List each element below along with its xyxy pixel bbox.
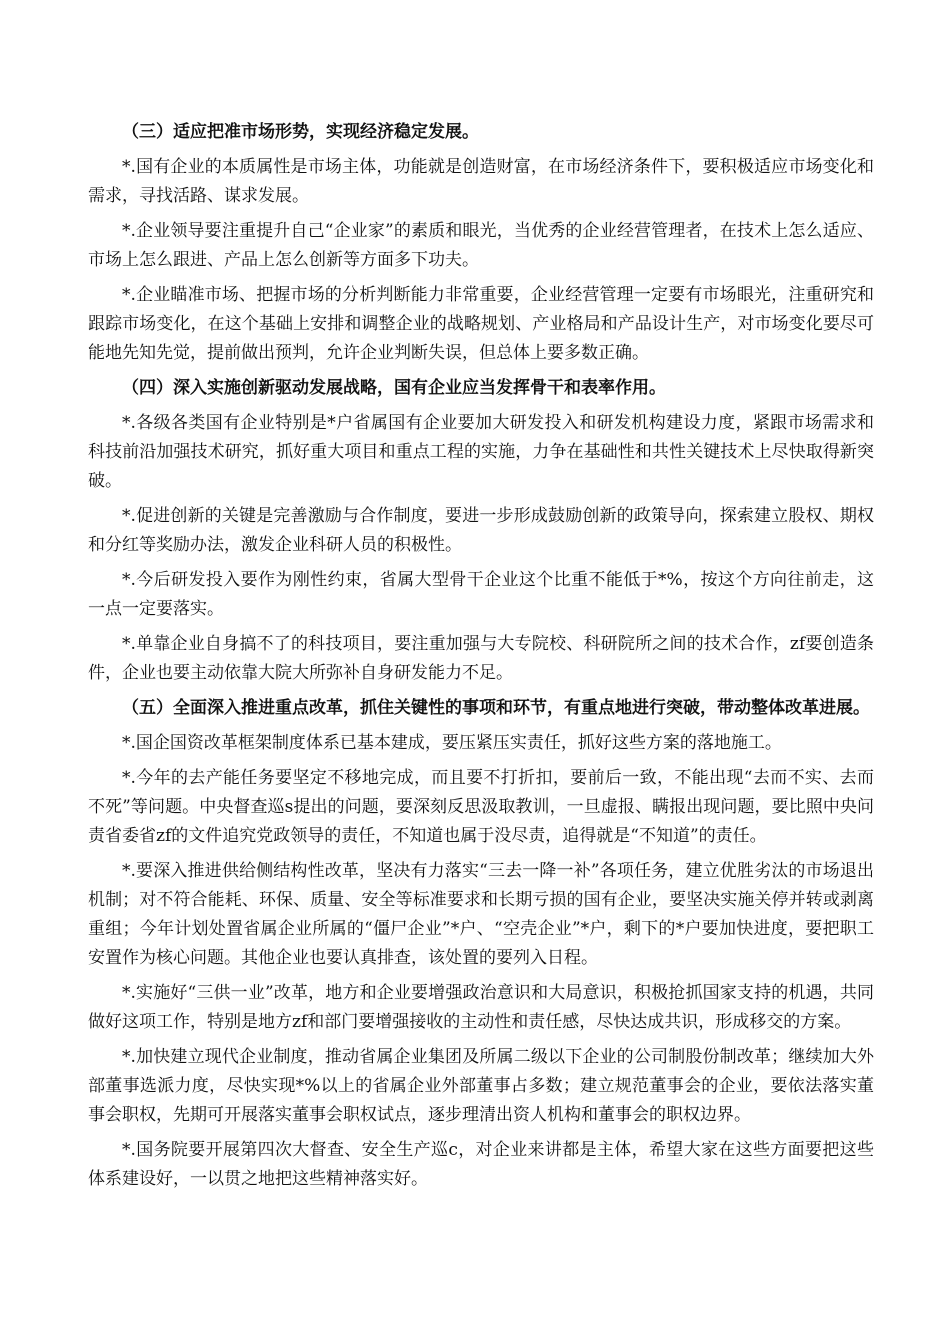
paragraph: *.促进创新的关键是完善激励与合作制度，要进一步形成鼓励创新的政策导向，探索建立股权、期权和分红等奖励办法，激发企业科研人员的积极性。 [88,506,874,555]
paragraph: *.国企国资改革框架制度体系已基本建成，要压紧压实责任，抓好这些方案的落地施工。 [122,733,782,753]
paragraph: *.企业瞄准市场、把握市场的分析判断能力非常重要，企业经营管理一定要有市场眼光，注重研究和跟踪市场变化，在这个基础上安排和调整企业的战略规划、产业格局和产品设计生产，对市场变化要尽可能地先知先觉，提前做出预判，允许企业判断失误，但总体上要多数正确。 [88,285,874,363]
paragraph: *.国务院要开展第四次大督查、安全生产巡c，对企业来讲都是主体，希望大家在这些方面要把这些体系建设好，一以贯之地把这些精神落实好。 [88,1140,874,1189]
section-heading-3: （三）适应把准市场形势，实现经济稳定发展。 [122,122,479,142]
paragraph: *.加快建立现代企业制度，推动省属企业集团及所属二级以下企业的公司制股份制改革；继续加大外部董事选派力度，尽快实现*%以上的省属企业外部董事占多数；建立规范董事会的企业，要依法落实董事会职权，先期可开展落实董事会职权试点，逐步理清出资人机构和董事会的职权边界。 [88,1047,874,1125]
paragraph: *.今后研发投入要作为刚性约束，省属大型骨干企业这个比重不能低于*%，按这个方向往前走，这一点一定要落实。 [88,570,874,619]
paragraph: *.要深入推进供给侧结构性改革，坚决有力落实“三去一降一补”各项任务，建立优胜劣汰的市场退出机制；对不符合能耗、环保、质量、安全等标准要求和长期亏损的国有企业，要坚决实施关停并转或剥离重组；今年计划处置省属企业所属的“僵尸企业”*户、“空壳企业”*户，剩下的*户要加快进度，要把职工安置作为核心问题。其他企业也要认真排查，该处置的要列入日程。 [88,861,874,968]
section-heading-5: （五）全面深入推进重点改革，抓住关键性的事项和环节，有重点地进行突破，带动整体改革进展。 [122,698,870,718]
paragraph: *.今年的去产能任务要坚定不移地完成，而且要不打折扣，要前后一致，不能出现“去而不实、去而不死”等问题。中央督查巡s提出的问题，要深刻反思汲取教训，一旦虚报、瞒报出现问题，要比照中央问责省委省zf的文件追究党政领导的责任，不知道也属于没尽责，追得就是“不知道”的责任。 [88,768,874,846]
paragraph: *.单靠企业自身搞不了的科技项目，要注重加强与大专院校、科研院所之间的技术合作，zf要创造条件，企业也要主动依靠大院大所弥补自身研发能力不足。 [88,634,874,683]
paragraph: *.各级各类国有企业特别是*户省属国有企业要加大研发投入和研发机构建设力度，紧跟市场需求和科技前沿加强技术研究，抓好重大项目和重点工程的实施，力争在基础性和共性关键技术上尽快取得新突破。 [88,413,874,491]
document-page [88,118,874,1200]
paragraph: *.国有企业的本质属性是市场主体，功能就是创造财富，在市场经济条件下，要积极适应市场变化和需求，寻找活路、谋求发展。 [88,157,874,206]
paragraph: *.企业领导要注重提升自己“企业家”的素质和眼光，当优秀的企业经营管理者，在技术上怎么适应、市场上怎么跟进、产品上怎么创新等方面多下功夫。 [88,221,874,270]
section-heading-4: （四）深入实施创新驱动发展战略，国有企业应当发挥骨干和表率作用。 [122,378,666,398]
paragraph: *.实施好“三供一业”改革，地方和企业要增强政治意识和大局意识，积极抢抓国家支持的机遇，共同做好这项工作，特别是地方zf和部门要增强接收的主动性和责任感，尽快达成共识，形成移交的方案。 [88,983,874,1032]
